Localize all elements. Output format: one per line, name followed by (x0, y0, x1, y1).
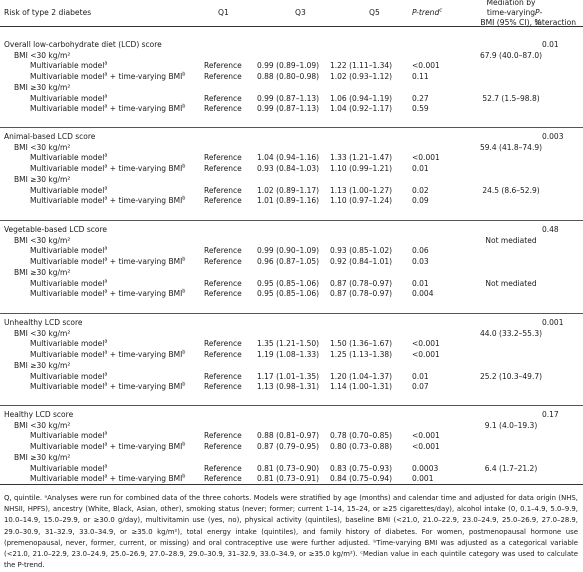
model-footnote-marker: a (104, 441, 108, 448)
p-trend-value: <0.001 (412, 431, 440, 441)
q1-value: Reference (204, 339, 242, 349)
mediation-value: 59.4 (41.8–74.9) (479, 142, 543, 152)
header-q3: Q3 (295, 8, 306, 17)
p-trend-value: <0.001 (412, 339, 440, 349)
p-trend-value: 0.01 (412, 164, 429, 174)
q1-value: Reference (204, 164, 242, 174)
p-trend-value: 0.004 (412, 289, 434, 299)
section-title: Animal-based LCD score (4, 132, 96, 141)
section-title: Unhealthy LCD score (4, 318, 83, 327)
model-label (30, 279, 107, 290)
model-extra: + time-varying BMI (107, 196, 183, 206)
q1-value: Reference (204, 350, 242, 360)
model-name: Multivariable model (30, 257, 105, 267)
mediation-value: 67.9 (40.0–87.0) (479, 50, 543, 60)
p-trend-value: <0.001 (412, 61, 440, 71)
bmi-group-label: BMI ≥30 kg/m² (14, 267, 71, 277)
table-bottom-rule (0, 484, 583, 485)
q1-value: Reference (204, 246, 242, 256)
q1-value: Reference (204, 474, 242, 484)
model-label (30, 382, 185, 393)
model-footnote-marker: a (104, 371, 108, 377)
header-ptrend-label: P-trend (412, 8, 440, 17)
header-risk: Risk of type 2 diabetes (4, 8, 92, 17)
model-extra: + time-varying BMI (107, 289, 183, 299)
q1-value: Reference (204, 463, 242, 473)
p-trend-value: 0.0003 (412, 463, 439, 473)
model-extra: + time-varying BMI (107, 474, 183, 484)
q3-value: 1.35 (1.21–1.50) (257, 339, 320, 349)
model-footnote-marker: a (104, 152, 108, 159)
model-footnote-marker-b: b (182, 71, 186, 78)
bmi-group-label: BMI ≥30 kg/m² (14, 82, 71, 92)
model-label (30, 350, 185, 361)
model-footnote-marker: a (104, 103, 108, 110)
p-trend-value: 0.07 (412, 382, 429, 392)
q3-value: 0.99 (0.87–1.13) (257, 104, 320, 114)
model-label (30, 61, 107, 72)
bmi-group-label: BMI <30 kg/m² (14, 50, 71, 60)
model-extra: + time-varying BMI (107, 72, 183, 82)
model-footnote-marker: a (104, 93, 108, 99)
model-name: Multivariable model (30, 61, 105, 71)
q5-value: 0.92 (0.84–1.01) (330, 257, 393, 267)
q3-value: 0.96 (0.87–1.05) (257, 257, 320, 267)
model-extra: + time-varying BMI (107, 164, 183, 174)
header-mediation-line3: BMI (95% CI), % (480, 18, 542, 27)
model-footnote-marker: a (104, 349, 108, 356)
q1-value: Reference (204, 278, 242, 288)
model-extra: + time-varying BMI (107, 442, 183, 452)
model-label (30, 442, 185, 453)
section-title: Overall low-carbohydrate diet (LCD) score (4, 40, 162, 49)
q1-value: Reference (204, 153, 242, 163)
mediation-value: 44.0 (33.2–55.3) (479, 328, 543, 338)
model-name: Multivariable model (30, 278, 105, 288)
q3-value: 0.81 (0.73–0.90) (257, 463, 320, 473)
q5-value: 0.83 (0.75–0.93) (330, 463, 393, 473)
model-footnote-marker: a (104, 60, 108, 67)
p-trend-value: 0.27 (412, 93, 429, 103)
q1-value: Reference (204, 431, 242, 441)
bmi-group-label: BMI ≥30 kg/m² (14, 452, 71, 462)
bmi-group-label: BMI <30 kg/m² (14, 420, 71, 430)
header-mediation-line1: Mediation by (486, 0, 536, 7)
model-footnote-marker: a (104, 256, 108, 263)
section-title: Healthy LCD score (4, 410, 74, 419)
model-name: Multivariable model (30, 463, 105, 473)
q1-value: Reference (204, 196, 242, 206)
q5-value: 1.25 (1.13–1.38) (330, 350, 393, 360)
model-footnote-marker: a (104, 185, 108, 191)
mediation-value: 6.4 (1.7–21.2) (484, 463, 538, 473)
q1-value: Reference (204, 93, 242, 103)
model-footnote-marker: a (104, 195, 108, 202)
model-name: Multivariable model (30, 442, 105, 452)
model-name: Multivariable model (30, 382, 105, 392)
q3-value: 0.95 (0.85–1.06) (257, 289, 320, 299)
model-label (30, 372, 107, 383)
q5-value: 0.78 (0.70–0.85) (330, 431, 393, 441)
model-label (30, 246, 107, 257)
q3-value: 0.87 (0.79–0.95) (257, 442, 320, 452)
q5-value: 1.10 (0.99–1.21) (330, 164, 393, 174)
q5-value: 0.80 (0.73–0.88) (330, 442, 393, 452)
p-trend-value: 0.001 (412, 474, 434, 484)
model-footnote-marker-b: b (182, 288, 186, 295)
model-footnote-marker-b: b (182, 163, 186, 170)
q1-value: Reference (204, 185, 242, 195)
header-q5: Q5 (369, 8, 380, 17)
header-pinteraction: P-interaction (535, 8, 577, 27)
model-label (30, 104, 185, 115)
p-interaction-value: 0.003 (542, 132, 564, 141)
model-label (30, 196, 185, 207)
model-name: Multivariable model (30, 350, 105, 360)
q1-value: Reference (204, 104, 242, 114)
q1-value: Reference (204, 442, 242, 452)
q5-value: 1.02 (0.93–1.12) (330, 72, 393, 82)
model-label (30, 72, 185, 83)
model-name: Multivariable model (30, 164, 105, 174)
model-footnote-marker-b: b (182, 195, 186, 202)
model-footnote-marker: a (104, 71, 108, 78)
header-ptrend-sup: c (439, 7, 443, 14)
q3-value: 0.88 (0.80–0.98) (257, 72, 320, 82)
q3-value: 0.93 (0.84–1.03) (257, 164, 320, 174)
q5-value: 0.93 (0.85–1.02) (330, 246, 393, 256)
mediation-value: 25.2 (10.3–49.7) (479, 371, 543, 381)
model-name: Multivariable model (30, 289, 105, 299)
q5-value: 1.14 (1.00–1.31) (330, 382, 393, 392)
q3-value: 1.01 (0.89–1.16) (257, 196, 320, 206)
model-footnote-marker-b: b (182, 473, 186, 480)
model-footnote-marker: a (104, 430, 108, 437)
model-footnote-marker: a (104, 381, 108, 388)
p-trend-value: 0.59 (412, 104, 429, 114)
table-header (0, 0, 583, 27)
model-name: Multivariable model (30, 72, 105, 82)
model-label (30, 431, 107, 442)
model-footnote-marker-b: b (182, 256, 186, 263)
model-footnote-marker: a (104, 473, 108, 480)
p-interaction-value: 0.01 (542, 40, 559, 49)
bmi-group-label: BMI <30 kg/m² (14, 235, 71, 245)
q3-value: 0.81 (0.73–0.91) (257, 474, 320, 484)
q5-value: 1.13 (1.00–1.27) (330, 185, 393, 195)
model-label (30, 464, 107, 475)
q3-value: 1.13 (0.98–1.31) (257, 382, 320, 392)
p-trend-value: 0.06 (412, 246, 429, 256)
p-interaction-value: 0.001 (542, 318, 564, 327)
q1-value: Reference (204, 61, 242, 71)
section-divider (0, 405, 583, 406)
section-divider (0, 127, 583, 128)
q5-value: 0.87 (0.78–0.97) (330, 289, 393, 299)
q3-value: 1.19 (1.08–1.33) (257, 350, 320, 360)
q1-value: Reference (204, 382, 242, 392)
model-footnote-marker: a (104, 163, 108, 170)
q3-value: 1.17 (1.01–1.35) (257, 371, 320, 381)
q1-value: Reference (204, 371, 242, 381)
model-name: Multivariable model (30, 339, 105, 349)
model-label (30, 257, 185, 268)
q3-value: 1.02 (0.89–1.17) (257, 185, 320, 195)
model-name: Multivariable model (30, 93, 105, 103)
p-interaction-value: 0.48 (542, 225, 559, 234)
model-name: Multivariable model (30, 474, 105, 484)
p-trend-value: 0.09 (412, 196, 429, 206)
p-trend-value: 0.01 (412, 278, 429, 288)
q3-value: 0.88 (0.81–0.97) (257, 431, 320, 441)
bmi-group-label: BMI <30 kg/m² (14, 328, 71, 338)
model-name: Multivariable model (30, 153, 105, 163)
q5-value: 1.50 (1.36–1.67) (330, 339, 393, 349)
mediation-value: 24.5 (8.6–52.9) (482, 185, 540, 195)
model-name: Multivariable model (30, 185, 105, 195)
model-label (30, 186, 107, 197)
q3-value: 1.04 (0.94–1.16) (257, 153, 320, 163)
model-label (30, 153, 107, 164)
model-extra: + time-varying BMI (107, 382, 183, 392)
model-extra: + time-varying BMI (107, 257, 183, 267)
model-footnote-marker-b: b (182, 349, 186, 356)
model-extra: + time-varying BMI (107, 350, 183, 360)
model-footnote-marker-b: b (182, 103, 186, 110)
q5-value: 1.06 (0.94–1.19) (330, 93, 393, 103)
mediation-value: Not mediated (485, 235, 537, 245)
p-trend-value: <0.001 (412, 153, 440, 163)
header-ptrend (412, 8, 442, 18)
p-trend-value: 0.03 (412, 257, 429, 267)
mediation-value: 52.7 (1.5–98.8) (482, 93, 540, 103)
model-footnote-marker: a (104, 278, 108, 284)
bmi-group-label: BMI ≥30 kg/m² (14, 174, 71, 184)
header-mediation-line2: time-varying (486, 8, 536, 17)
q3-value: 0.99 (0.89–1.09) (257, 61, 320, 71)
model-label (30, 339, 107, 350)
model-name: Multivariable model (30, 431, 105, 441)
mediation-value: Not mediated (485, 278, 537, 288)
bmi-group-label: BMI <30 kg/m² (14, 142, 71, 152)
q5-value: 1.22 (1.11–1.34) (330, 61, 393, 71)
p-trend-value: 0.11 (412, 72, 429, 82)
q5-value: 1.04 (0.92–1.17) (330, 104, 393, 114)
q1-value: Reference (204, 289, 242, 299)
q1-value: Reference (204, 257, 242, 267)
section-divider (0, 313, 583, 314)
model-footnote-marker: a (104, 245, 108, 252)
model-name: Multivariable model (30, 246, 105, 256)
model-name: Multivariable model (30, 371, 105, 381)
q5-value: 1.33 (1.21–1.47) (330, 153, 393, 163)
model-label (30, 164, 185, 175)
model-footnote-marker: a (104, 338, 108, 345)
q5-value: 1.10 (0.97–1.24) (330, 196, 393, 206)
section-title: Vegetable-based LCD score (4, 225, 107, 234)
table-footnote: Q, quintile. ᵃAnalyses were run for combined data of the three cohorts. Models were stratified by age (months) and calendar time and adjusted for data origin (NHS, NHSII, HPFS), ancestry (White, Black, Asian, other), smoking status (never; former; current 1–14, 15–24, or ≥25 cigarettes/day), alcohol intake (0, 0.1–4.9, 5.0–9.9, 10.0–14.9, 15.0–29.9, or ≥30.0 g/day), multivitamin use (yes, no), physical activity (quintiles), baseline BMI (<21.0, 21.0–22.9, 23.0–24.9, 25.0–26.9, 27.0–28.9, 29.0–30.9, 31–32.9, 33.0–34.9, or ≥35.0 kg/m²), total energy intake (quintiles), and family history of diabetes. For women, postmenopausal hormone use (premenopausal, never, former, current, or missing) and oral contraceptive use were further adjusted. ᵇTime-varying BMI was adjusted as a categorical variable (<21.0, 21.0–22.9, 23.0–24.9, 25.0–26.9, 27.0–28.9, 29.0–30.9, 31–32.9, 33.0–34.9, or ≥35.0 kg/m²). ᶜMedian value in each quintile category was used to calculate the P-trend. (4, 494, 578, 570)
p-trend-value: 0.02 (412, 185, 429, 195)
model-footnote-marker: a (104, 288, 108, 295)
mediation-value: 9.1 (4.0–19.3) (484, 420, 538, 430)
q5-value: 0.87 (0.78–0.97) (330, 278, 393, 288)
header-q1: Q1 (218, 8, 229, 17)
p-trend-value: <0.001 (412, 442, 440, 452)
q5-value: 0.84 (0.75–0.94) (330, 474, 393, 484)
model-footnote-marker-b: b (182, 381, 186, 388)
p-trend-value: 0.01 (412, 371, 429, 381)
model-extra: + time-varying BMI (107, 104, 183, 114)
bmi-group-label: BMI ≥30 kg/m² (14, 360, 71, 370)
model-name: Multivariable model (30, 104, 105, 114)
p-interaction-value: 0.17 (542, 410, 559, 419)
model-name: Multivariable model (30, 196, 105, 206)
q1-value: Reference (204, 72, 242, 82)
q3-value: 0.99 (0.90–1.09) (257, 246, 320, 256)
p-trend-value: <0.001 (412, 350, 440, 360)
q5-value: 1.20 (1.04–1.37) (330, 371, 393, 381)
model-footnote-marker-b: b (182, 441, 186, 448)
q3-value: 0.99 (0.87–1.13) (257, 93, 320, 103)
model-label (30, 94, 107, 105)
model-label (30, 289, 185, 300)
section-divider (0, 220, 583, 221)
model-footnote-marker: a (104, 463, 108, 469)
q3-value: 0.95 (0.85–1.06) (257, 278, 320, 288)
